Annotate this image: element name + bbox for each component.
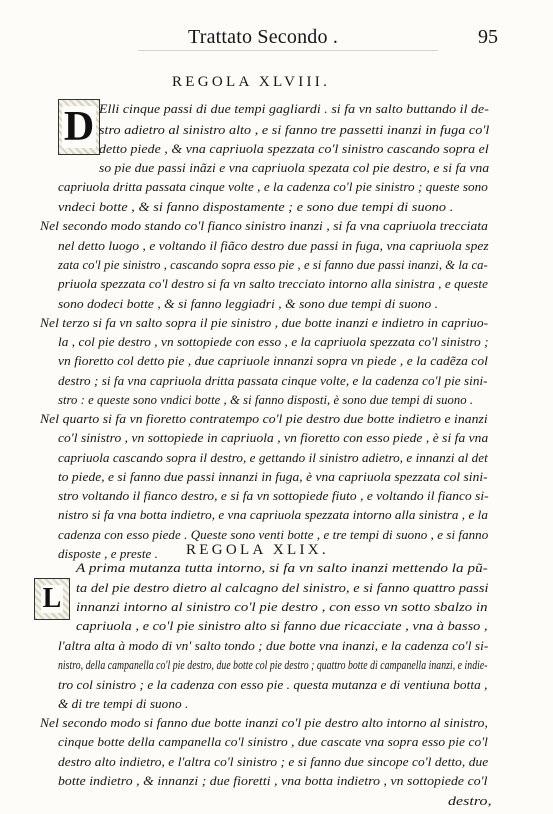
initial-letter: D (63, 104, 95, 150)
header-divider (138, 50, 438, 51)
text-line: Elli cinque passi di due tempi gagliardi . si fa vn salto buttando il de- (99, 102, 489, 116)
text-line: stro adietro al sinistro alto , e si fanno tre passetti inanzi in fuga co'l (99, 123, 490, 137)
text-line: botte indietro , & innanzi ; due fioretti , vna botta indietro , vn sottopiede co'l (58, 774, 488, 788)
text-line: stro voltando il fianco destro, e si fa vn sottopiede fiuto , e voltando il fianco si- (58, 489, 489, 503)
text-line: vn fioretto col detto pie , due capriuole innanzi sopra vn piede , e la cadẽza col (58, 354, 488, 368)
running-head-title: Trattato Secondo . (188, 26, 339, 48)
rule-49-heading: REGOLA XLIX. (186, 542, 329, 558)
text-line: Nel secondo modo si fanno due botte inanzi co'l pie destro alto intorno al sinistro, (40, 716, 488, 730)
text-line: cinque botte della campanella co'l sinistro , due cascate vna sopra esso pie co'l (58, 735, 488, 749)
text-line: Nel quarto si fa vn fioretto contratempo co'l pie destro due botte indietro e inanzi (40, 412, 488, 426)
text-line: stro : e queste sono vndici botte , & si fanno disposti, è sono due tempi di suono . (58, 393, 474, 407)
text-line: nistro, della campanella co'l pie destro, due botte col pie destro ; quattro botte di campanella inanzi, e indie- (58, 658, 488, 672)
text-line: vndeci botte , & si fanno dispostamente ; e sono due tempi di suono . (58, 200, 454, 214)
text-line: l'altra alta à modo di vn' salto tondo ; due botte vna inanzi, e la cadenza co'l si- (58, 639, 489, 653)
initial-letter: L (42, 583, 62, 614)
text-line: destro ; si fa vna capriuola dritta passata cinque volte, e la cadenza co'l pie sini- (58, 374, 488, 388)
text-line: capriuola cascando sopra il destro, e gettando il sinistro adietro, e innanzi al det (58, 451, 488, 465)
text-line: destro alto indietro, e l'altra co'l sinistro ; e si fanno due sincope co'l detto, due (58, 755, 489, 769)
text-line: nel detto luogo , e voltando il fiãco destro due passi in fuga, vna capriuola spez (58, 239, 489, 253)
text-line: detto piede , & vna capriuola spezzata co'l sinistro cascando sopra el (99, 142, 489, 156)
text-line: ta del pie destro dietro al calcagno del sinistro, e si fanno quattro passi (76, 581, 489, 595)
text-line: tro col sinistro ; e la cadenza con esso pie . questa mutanza e di ventiuna botta , (58, 678, 488, 692)
text-line: capriuola , e co'l pie sinistro alto si fanno due ricacciate , vna à basso , (76, 619, 488, 633)
text-line: & di tre tempi di suono . (58, 697, 189, 711)
text-line: priuola spezzata co'l destro si fa vn salto trecciato intorno alla sinistra , e queste (58, 277, 489, 291)
rule-48-heading: REGOLA XLVIII. (172, 74, 331, 90)
text-line: disposte , e preste . (58, 547, 158, 561)
page-number: 95 (478, 26, 498, 48)
text-line: Nel terzo si fa vn salto sopra il pie sinistro , due botte inanzi e indietro in capriuo- (40, 316, 489, 330)
text-line: to piede, e si fanno due passi innanzi in fuga, è vna capriuola spezzata col sini- (58, 470, 488, 484)
text-line: co'l sinistro , vn sottopiede in capriuola , vn fioretto con esso piede , è si fa vna (58, 431, 489, 445)
text-line: innanzi intorno al sinistro co'l pie destro , con esso vn sotto sbalzo in (76, 600, 488, 614)
decorated-initial-d (58, 99, 100, 155)
text-line: cadenza con esso piede . Queste sono venti botte , e tre tempi di suono , e si fanno (58, 528, 489, 542)
text-line: zata co'l pie sinistro , cascando sopra esso pie , e si fanno due passi inanzi, & la ca- (58, 258, 488, 272)
text-line: A prima mutanza tutta intorno, si fa vn salto inanzi mettendo la pũ- (76, 561, 488, 575)
text-line: so pie due passi inãzi e vna capriuola spezata col pie destro, e si fa vna (99, 161, 490, 175)
text-line: sono dodeci botte , & si fanno leggiadri , & sono due tempi di suono . (58, 297, 439, 311)
text-line: Nel secondo modo stando co'l fianco sinistro inanzi , si fa vna capriuola trecciata (40, 219, 489, 233)
text-line: destro, (448, 794, 492, 808)
text-line: capriuola dritta passata cinque volte , e la cadenza co'l pie sinistro ; queste sono (58, 180, 488, 194)
text-line: nistro si fa vna botta indietro, e vna capriuola spezzata intorno alla sinistra , e la (58, 508, 488, 522)
decorated-initial-l (34, 578, 70, 620)
text-line: la , col pie destro , vn sottopiede con esso , e la capriuola spezzata co'l sinistro ; (58, 335, 489, 349)
